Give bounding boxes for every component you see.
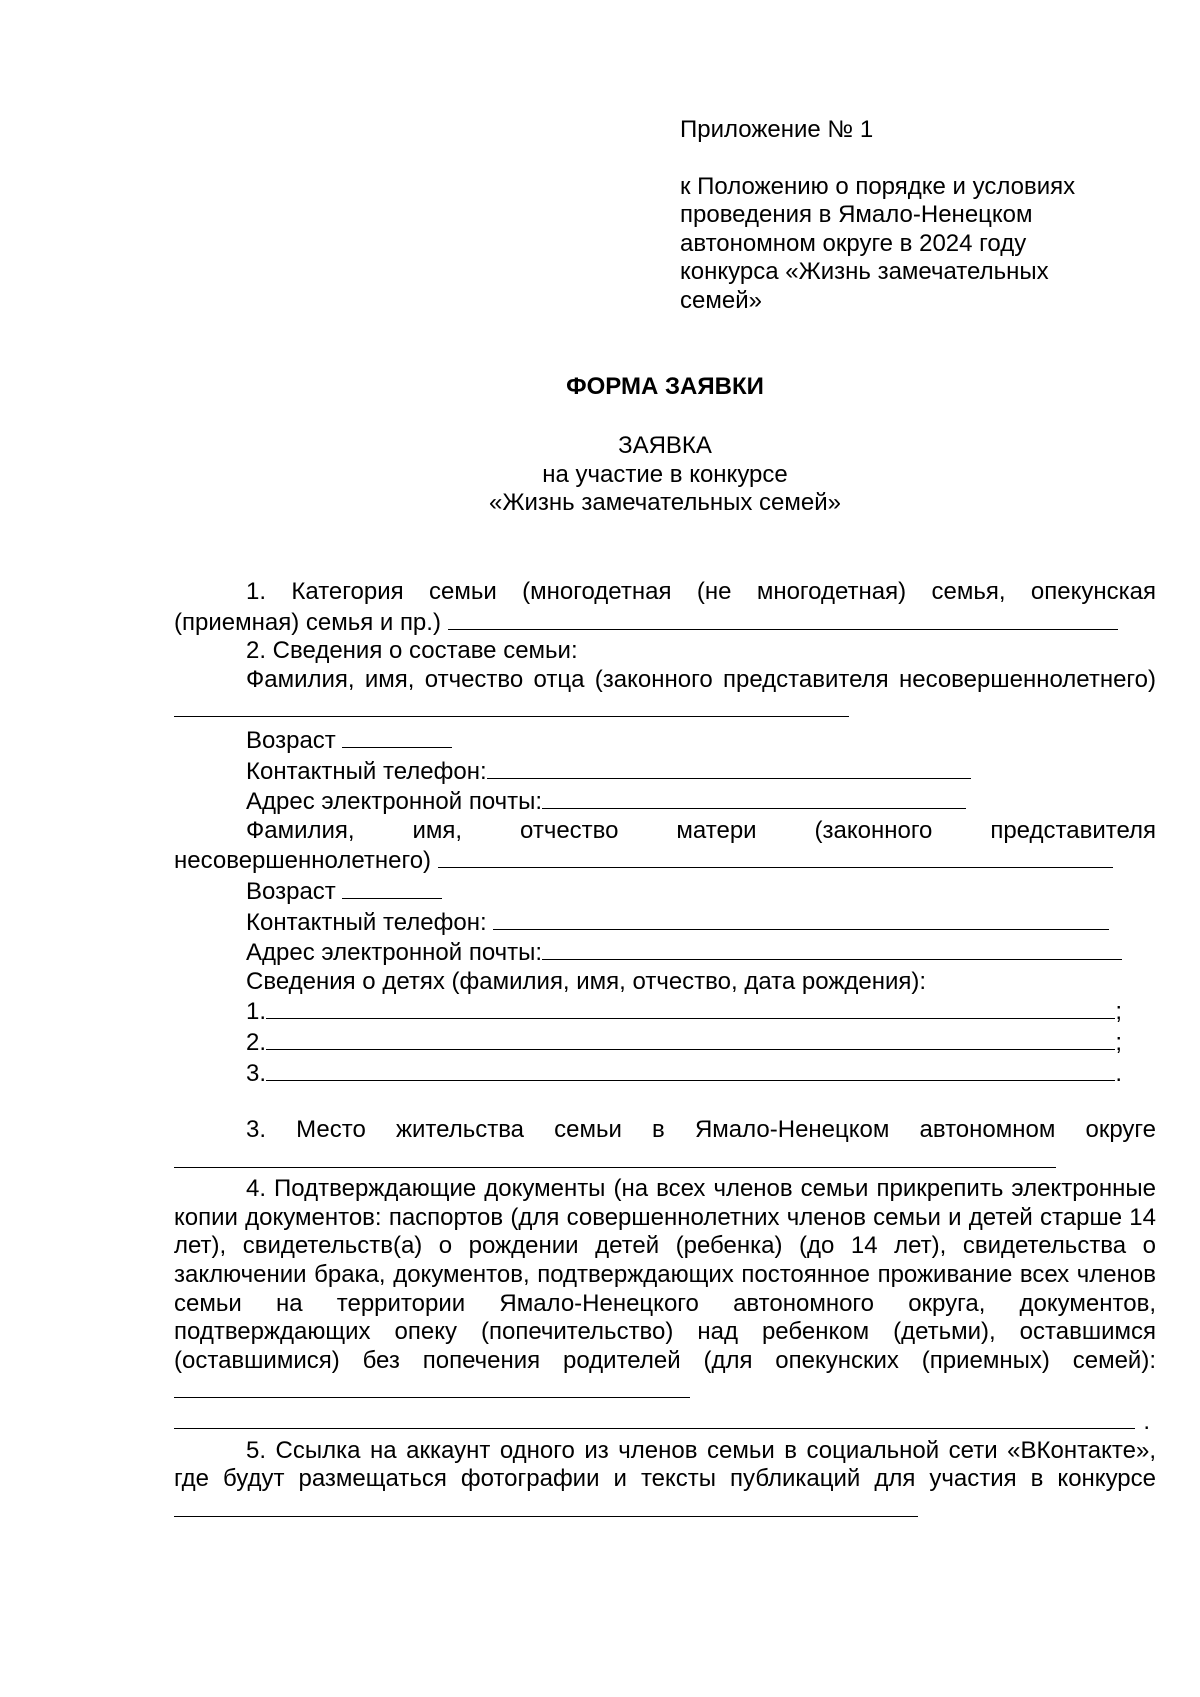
child-number: 3. bbox=[246, 1059, 267, 1087]
mother-fio-label: Фамилия, имя, отчество матери (законного представителя несовершеннолетнего) bbox=[174, 816, 1156, 875]
father-email-label: Адрес электронной почты: bbox=[246, 788, 543, 816]
father-age-field[interactable] bbox=[342, 725, 452, 748]
item-5-text: 5. Ссылка на аккаунт одного из членов семьи в социальной сети «ВКонтакте», где будут размещаться фотографии и тексты публикаций для участия в конкурсе bbox=[174, 1436, 1156, 1493]
appendix-block bbox=[680, 116, 1140, 316]
mother-age-row bbox=[174, 876, 1156, 907]
subheading-line: на участие в конкурсе bbox=[542, 460, 788, 488]
family-category-field[interactable] bbox=[448, 607, 1118, 630]
father-age-row bbox=[174, 725, 1156, 756]
father-fio-field[interactable] bbox=[174, 694, 849, 717]
child-2-field[interactable] bbox=[266, 1027, 1115, 1050]
item-1-text: 1. Категория семьи (многодетная (не многодетная) семья, опекунская (приемная) семья и пр.) bbox=[174, 578, 1156, 636]
item-4-text: 4. Подтверждающие документы (на всех членов семьи прикрепить электронные копии документов: паспортов (для совершеннолетних членов семьи и детей старше 14 лет), свидетельств(а) о рождении детей (ребенка) (до 14 лет), свидетельства о заключении брака, документов, подтверждающих постоянное проживание всех членов семьи на территории Ямало-Ненецкого автономного округа, документов, подтверждающих опеку (попечительство) над ребенком (детьми), оставшимся (оставшимися) без попечения родителей (для опекунских (приемных) семей): bbox=[174, 1175, 1156, 1374]
father-phone-field[interactable] bbox=[487, 756, 971, 779]
form-body bbox=[174, 578, 1156, 1524]
mother-age-label: Возраст bbox=[246, 877, 336, 905]
mother-fio-row bbox=[174, 817, 1156, 876]
mother-email-row bbox=[174, 937, 1156, 968]
item-3 bbox=[174, 1116, 1156, 1175]
vk-link-field[interactable] bbox=[174, 1494, 918, 1517]
child-1-field[interactable] bbox=[266, 996, 1115, 1019]
mother-phone-field[interactable] bbox=[493, 907, 1109, 930]
form-heading: ФОРМА ЗАЯВКИ bbox=[566, 373, 764, 400]
appendix-number: Приложение № 1 bbox=[680, 116, 874, 143]
father-phone-label: Контактный телефон: bbox=[246, 757, 487, 785]
child-row bbox=[174, 1027, 1156, 1058]
child-terminator: ; bbox=[1115, 998, 1122, 1026]
child-number: 2. bbox=[246, 1028, 267, 1056]
father-fio-label: Фамилия, имя, отчество отца (законного представителя несовершеннолетнего) bbox=[246, 665, 1156, 693]
mother-phone-label: Контактный телефон: bbox=[246, 908, 487, 936]
subheading-line: ЗАЯВКА bbox=[618, 432, 712, 459]
item-1 bbox=[174, 578, 1156, 637]
residence-field[interactable] bbox=[174, 1145, 1056, 1168]
documents-field-2[interactable] bbox=[174, 1406, 1135, 1429]
child-row bbox=[174, 996, 1156, 1027]
appendix-line: проведения в Ямало-Ненецком bbox=[680, 201, 1033, 229]
mother-email-field[interactable] bbox=[542, 937, 1122, 960]
father-email-field[interactable] bbox=[542, 786, 966, 809]
mother-fio-field[interactable] bbox=[438, 845, 1113, 868]
item-4 bbox=[174, 1175, 1156, 1406]
appendix-line: автономном округе в 2024 году bbox=[680, 229, 1027, 257]
documents-field[interactable] bbox=[174, 1375, 690, 1398]
appendix-line: к Положению о порядке и условиях bbox=[680, 172, 1076, 200]
child-3-field[interactable] bbox=[266, 1058, 1115, 1081]
form-subheading bbox=[0, 432, 1200, 518]
item-2-text: 2. Сведения о составе семьи: bbox=[246, 637, 578, 665]
child-row bbox=[174, 1058, 1156, 1089]
spacer bbox=[174, 1088, 1156, 1116]
mother-age-field[interactable] bbox=[342, 876, 442, 899]
subheading-line: «Жизнь замечательных семей» bbox=[489, 489, 841, 517]
child-number: 1. bbox=[246, 998, 267, 1026]
documents-terminator: . bbox=[1143, 1408, 1150, 1436]
mother-email-label: Адрес электронной почты: bbox=[246, 939, 543, 967]
appendix-line: семей» bbox=[680, 286, 762, 314]
item-5 bbox=[174, 1437, 1156, 1525]
father-age-label: Возраст bbox=[246, 726, 336, 754]
mother-phone-row bbox=[174, 907, 1156, 938]
father-email-row bbox=[174, 786, 1156, 817]
child-terminator: . bbox=[1115, 1059, 1122, 1087]
child-terminator: ; bbox=[1115, 1028, 1122, 1056]
appendix-line: конкурса «Жизнь замечательных bbox=[680, 258, 1049, 286]
documents-continuation bbox=[174, 1406, 1156, 1437]
children-heading: Сведения о детях (фамилия, имя, отчество, дата рождения): bbox=[246, 967, 927, 995]
father-phone-row bbox=[174, 756, 1156, 787]
item-3-text: 3. Место жительства семьи в Ямало-Ненецком автономном округе bbox=[246, 1116, 1156, 1144]
father-fio-row bbox=[174, 666, 1156, 725]
